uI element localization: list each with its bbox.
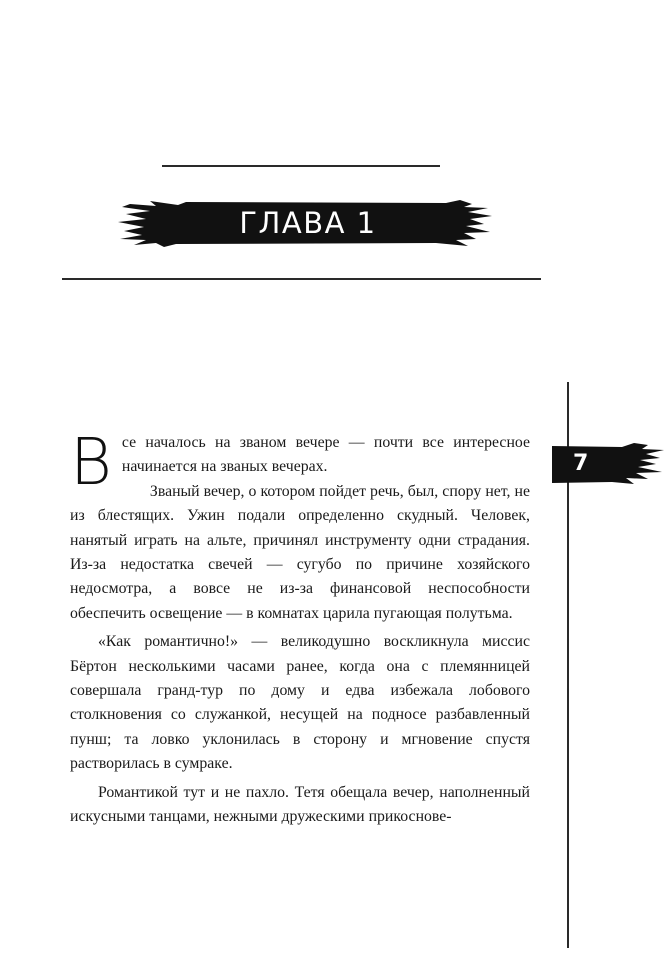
- chapter-body-text: [70, 426, 530, 830]
- drop-cap: В: [70, 426, 112, 500]
- paragraph-1-continued: Званый вечер, о котором пойдет речь, был, спору нет, не из блестящих. Ужин подали определенно скудный. Человек, нанятый играть на альте, причинял инструменту одни страдания. Из-за недостатка свечей — сугубо по причине хозяйского недосмотра, а вовсе не из-за финансовой неспособности обеспечить освещение — в комнатах царила пугающая полутьма.: [70, 482, 530, 622]
- chapter-title: ГЛАВА 1: [239, 206, 377, 240]
- brush-stroke-tab-icon: [552, 442, 667, 486]
- paragraph-1: [70, 426, 530, 626]
- chapter-banner: [116, 198, 496, 248]
- paragraph-1-opening: се началось на званом вечере — почти все интересное начинается на званых вечерах.: [121, 434, 530, 476]
- paragraph-2: «Как романтично!» — великодушно воскликнула миссис Бёртон несколькими часами ранее, когда она с племянницей совершала гранд-тур по дому и едва избежала лобового столкновения со служанкой, несущей на подносе разбавленный пунш; та ловко уклонилась в сторону и мгновение спустя растворилась в сумраке.: [70, 633, 530, 773]
- chapter-rule-top: [162, 165, 440, 167]
- paragraph-3: Романтикой тут и не пахло. Тетя обещала вечер, наполненный искусными танцами, нежными дружескими прикоснове-: [70, 783, 530, 826]
- page-number-tab: [552, 442, 667, 486]
- page-number: 7: [573, 451, 589, 476]
- chapter-rule-bottom: [62, 278, 541, 280]
